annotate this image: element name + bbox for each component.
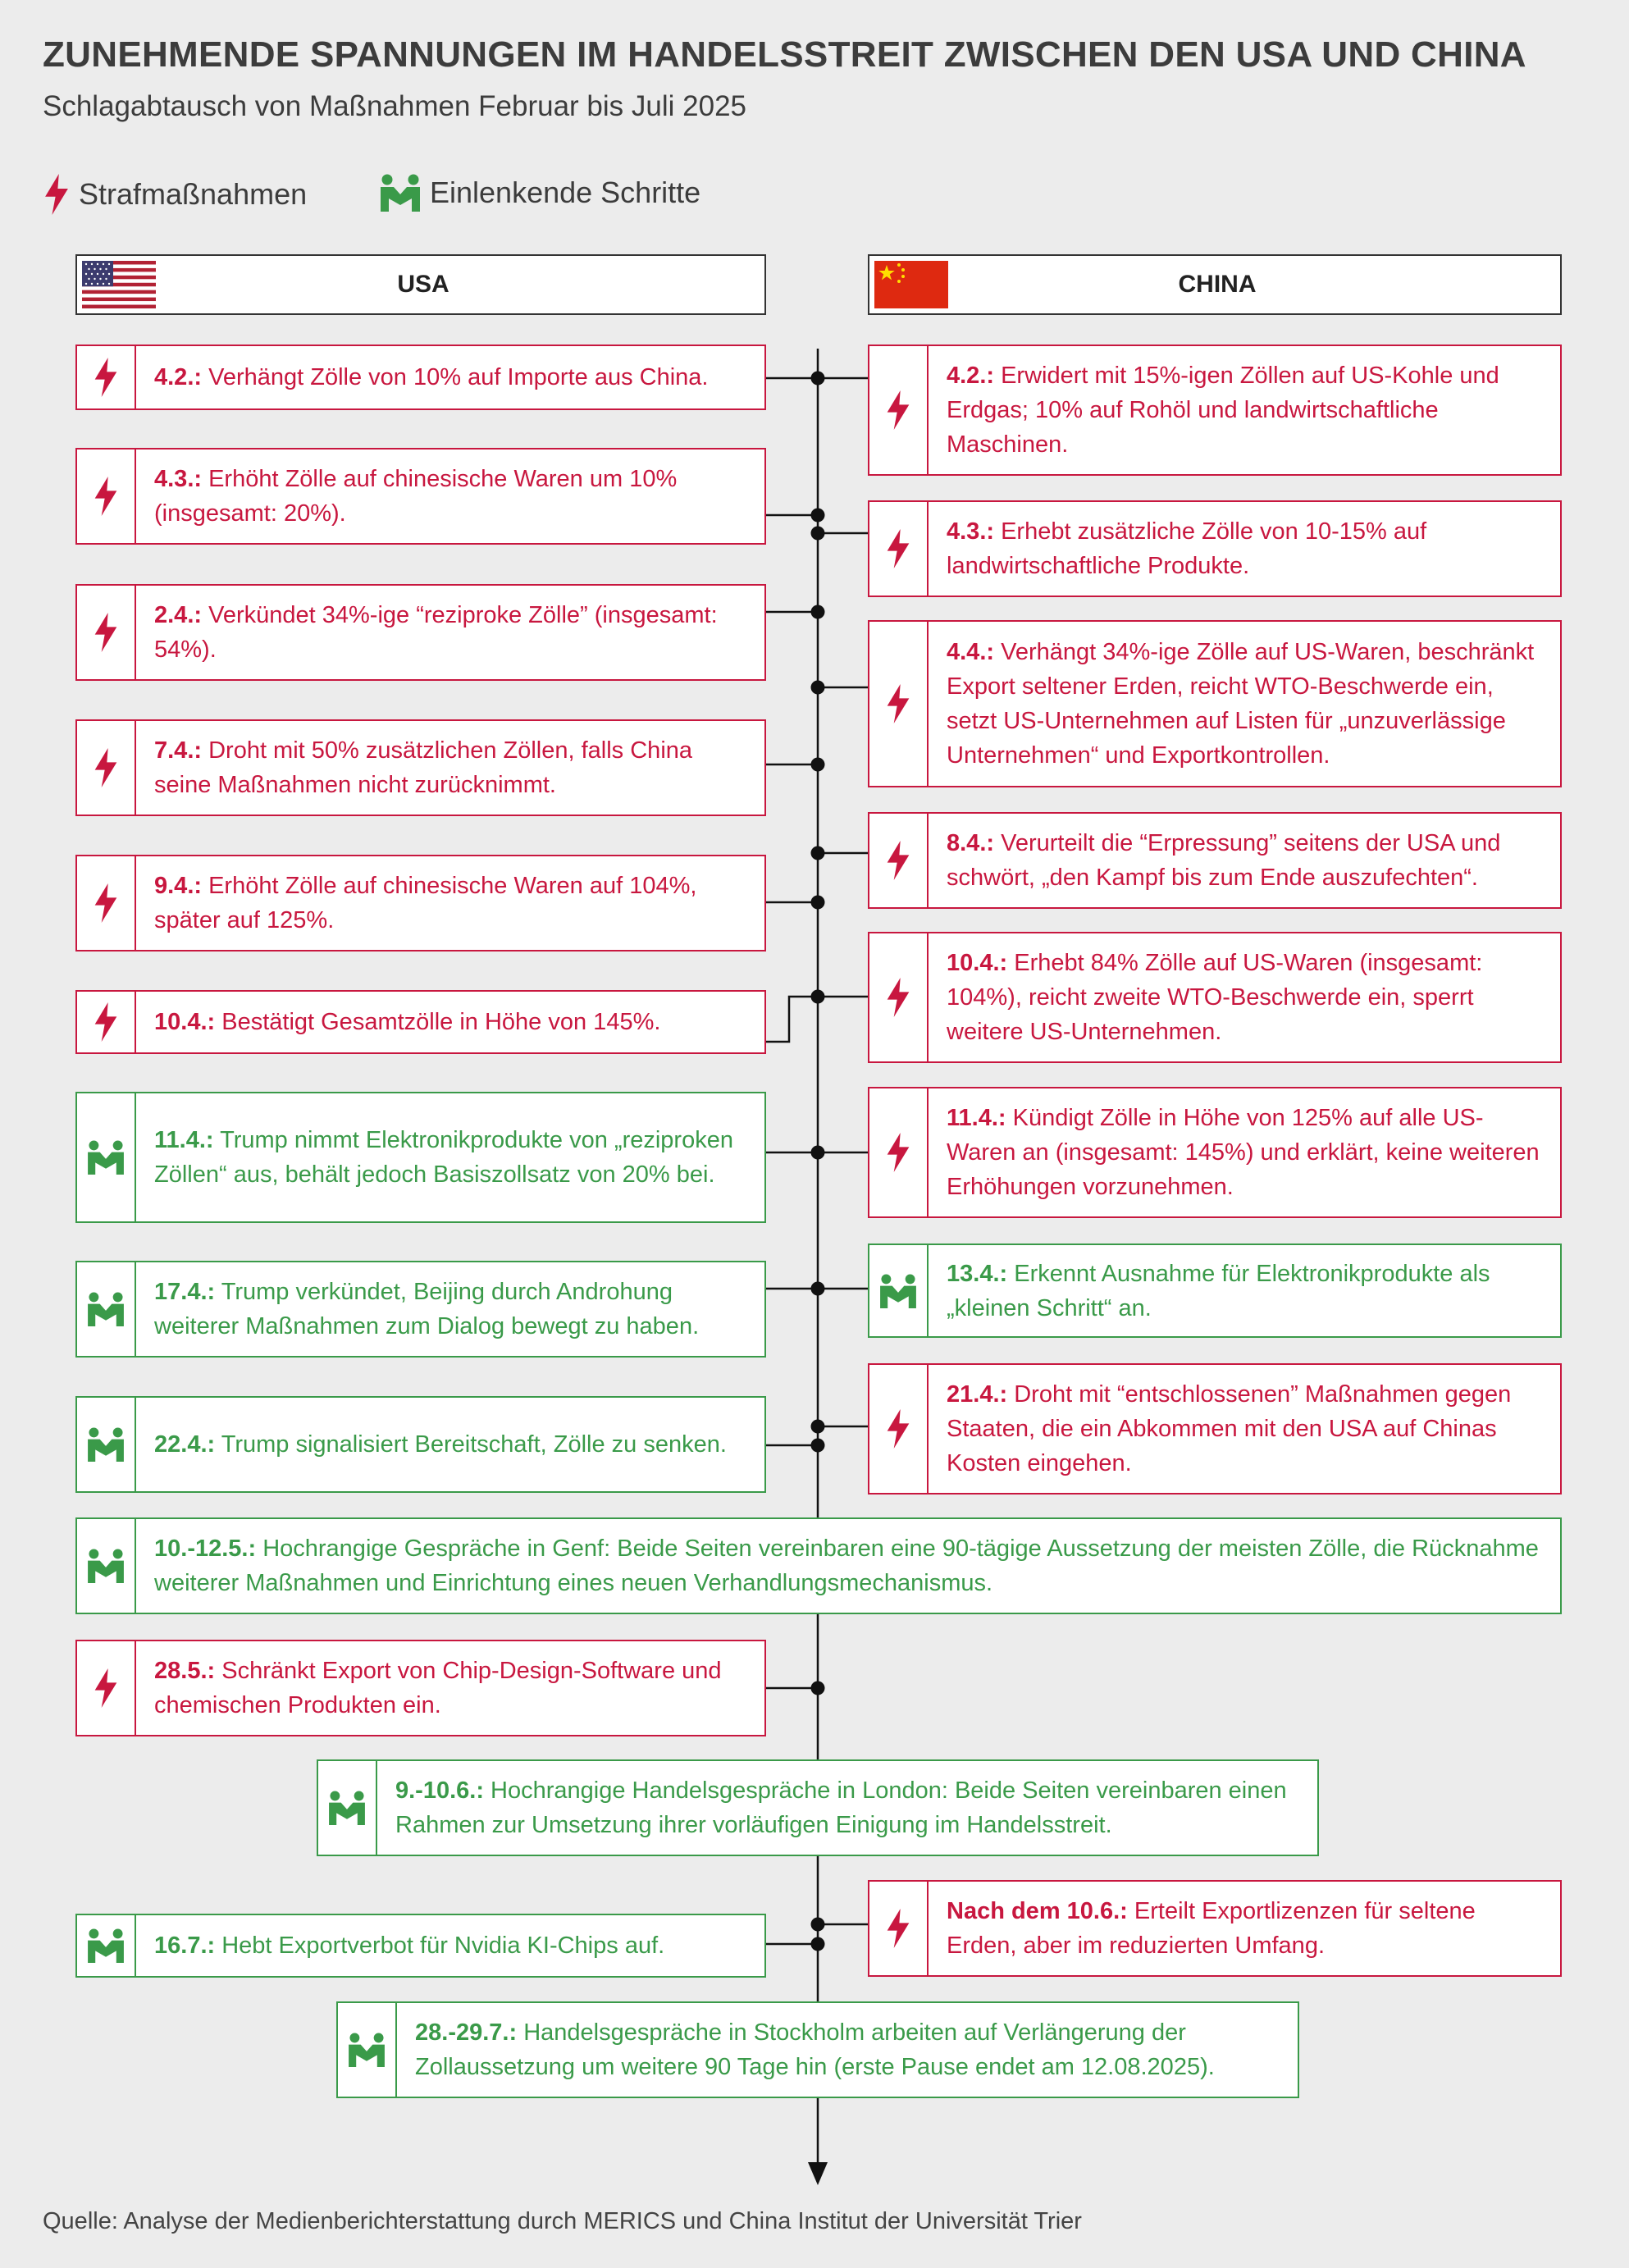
lightning-icon [869, 622, 929, 786]
event-text: Erhebt zusätzliche Zölle von 10-15% auf landwirtschaftliche Produkte. [947, 518, 1427, 579]
event-text: Erhöht Zölle auf chinesische Waren um 10% (insgesamt: 20%). [154, 466, 678, 527]
china-event-card [868, 1880, 1562, 1977]
event-date: 10.-12.5.: [154, 1536, 257, 1562]
timeline-dot [811, 847, 825, 860]
event-text: Hochrangige Gespräche in Genf: Beide Seiten vereinbaren eine 90-tägige Aussetzung der meisten Zölle, die Rücknahme weiterer Maßnahmen und Einrichtung eines neuen Verhandlungsmechanismus. [154, 1536, 1539, 1596]
lightning-icon [869, 502, 929, 596]
joint-event-card [75, 1517, 1562, 1614]
timeline-dot [811, 372, 825, 386]
event-text: Erwidert mit 15%-igen Zöllen auf US-Kohle und Erdgas; 10% auf Rohöl und landwirtschaftliche Maschinen. [947, 363, 1499, 458]
event-text: Hochrangige Handelsgespräche in London: Beide Seiten vereinbaren einen Rahmen zur Umsetzung ihrer vorläufigen Einigung im Handelsstreit. [395, 1777, 1287, 1838]
event-text: Erhöht Zölle auf chinesische Waren auf 104%, später auf 125%. [154, 873, 697, 933]
timeline-arrowhead [808, 2162, 828, 2185]
source-note: Quelle: Analyse der Medienberichterstattung durch MERICS und China Institut der Universität Trier [43, 2208, 1082, 2234]
timeline-dot [811, 681, 825, 695]
timeline-dot [811, 1439, 825, 1453]
event-date: 21.4.: [947, 1381, 1008, 1408]
event-date: 28.5.: [154, 1658, 216, 1684]
legend-conciliatory-label: Einlenkende Schritte [430, 176, 701, 209]
event-date: 4.4.: [947, 639, 995, 665]
usa-event-card [75, 1261, 766, 1358]
event-date: 9.-10.6.: [395, 1777, 484, 1804]
lightning-icon [869, 346, 929, 474]
usa-event-card [75, 990, 766, 1054]
event-text: Droht mit 50% zusätzlichen Zöllen, falls China seine Maßnahmen nicht zurücknimmt. [154, 737, 693, 798]
event-date: 10.4.: [154, 1009, 216, 1035]
usa-event-card [75, 855, 766, 951]
timeline-dot [811, 509, 825, 523]
timeline-dot [811, 990, 825, 1004]
event-text: Handelsgespräche in Stockholm arbeiten auf Verlängerung der Zollaussetzung um weitere 90 Tage hin (erste Pause endet am 12.08.2025). [415, 2019, 1215, 2080]
event-date: 9.4.: [154, 873, 203, 899]
lightning-icon [869, 814, 929, 907]
timeline-dot [811, 1937, 825, 1951]
event-date: 10.4.: [947, 950, 1008, 976]
usa-event-card [75, 1914, 766, 1978]
timeline-dot [811, 605, 825, 619]
usa-event-card [75, 719, 766, 816]
event-text: Kündigt Zölle in Höhe von 125% auf alle US-Waren an (insgesamt: 145%) und erklärt, keine weiteren Erhöhungen vorzunehmen. [947, 1105, 1540, 1200]
china-event-card [868, 932, 1562, 1063]
usa-column-label: USA [397, 271, 449, 298]
timeline-dot [811, 1282, 825, 1296]
lightning-icon [77, 586, 136, 679]
event-text: Verurteilt die “Erpressung” seitens der USA und schwört, „den Kampf bis zum Ende auszufechten“. [947, 830, 1501, 891]
event-text: Trump nimmt Elektronikprodukte von „reziproken Zöllen“ aus, behält jedoch Basiszollsatz von 20% bei. [154, 1127, 733, 1188]
event-text: Bestätigt Gesamtzölle in Höhe von 145%. [215, 1009, 661, 1035]
event-text: Erhebt 84% Zölle auf US-Waren (insgesamt: 104%), reicht zweite WTO-Beschwerde ein, sperrt weitere US-Unternehmen. [947, 950, 1483, 1045]
event-date: 2.4.: [154, 602, 203, 628]
event-date: 22.4.: [154, 1431, 216, 1458]
event-date: 4.2.: [154, 364, 203, 390]
event-text: Verhängt Zölle von 10% auf Importe aus China. [202, 364, 709, 390]
handshake-icon [318, 1761, 377, 1855]
usa-event-card [75, 1640, 766, 1736]
timeline-dot [811, 758, 825, 772]
china-event-card [868, 500, 1562, 597]
page-title: ZUNEHMENDE SPANNUNGEN IM HANDELSSTREIT ZWISCHEN DEN USA UND CHINA [43, 34, 1526, 75]
usa-event-card [75, 1092, 766, 1223]
lightning-icon [869, 1365, 929, 1493]
handshake-icon [77, 1519, 136, 1613]
china-column-label: CHINA [1178, 271, 1257, 298]
page-subtitle: Schlagabtausch von Maßnahmen Februar bis Juli 2025 [43, 90, 746, 122]
lightning-icon [77, 856, 136, 950]
handshake-icon [77, 1915, 136, 1976]
handshake-icon [338, 2003, 397, 2097]
lightning-icon [77, 1641, 136, 1735]
lightning-icon [869, 933, 929, 1061]
event-date: 28.-29.7.: [415, 2019, 518, 2046]
usa-event-card [75, 448, 766, 545]
china-event-card [868, 812, 1562, 909]
event-date: 13.4.: [947, 1260, 1008, 1287]
timeline-dot [811, 1918, 825, 1932]
china-event-card [868, 620, 1562, 787]
event-date: 7.4.: [154, 737, 203, 764]
timeline-dot [811, 1146, 825, 1160]
handshake-icon [77, 1262, 136, 1356]
china-event-card [868, 1363, 1562, 1495]
event-date: 8.4.: [947, 830, 995, 856]
event-text: Schränkt Export von Chip-Design-Software und chemischen Produkten ein. [154, 1658, 722, 1718]
connector-usa-6 [766, 997, 818, 1042]
event-text: Hebt Exportverbot für Nvidia KI-Chips auf. [215, 1933, 665, 1959]
event-text: Erkennt Ausnahme für Elektronikprodukte als „kleinen Schritt“ an. [947, 1260, 1490, 1321]
usa-event-card [75, 584, 766, 681]
timeline-dot [811, 1682, 825, 1695]
lightning-icon [77, 346, 136, 408]
legend-punitive-label: Strafmaßnahmen [79, 177, 308, 211]
lightning-icon [77, 721, 136, 815]
event-date: 4.3.: [947, 518, 995, 545]
event-text: Trump signalisiert Bereitschaft, Zölle zu senken. [215, 1431, 727, 1458]
event-text: Verhängt 34%-ige Zölle auf US-Waren, beschränkt Export seltener Erden, reicht WTO-Beschwerde ein, setzt US-Unternehmen auf Listen für „unzuverlässige Unternehmen“ und Exportkontrollen. [947, 639, 1535, 769]
lightning-icon [869, 1882, 929, 1975]
event-date: 16.7.: [154, 1933, 216, 1959]
event-date: 11.4.: [154, 1127, 214, 1153]
event-date: 4.3.: [154, 466, 203, 492]
handshake-icon [77, 1093, 136, 1221]
event-date: 4.2.: [947, 363, 995, 389]
event-date: 11.4.: [947, 1105, 1006, 1131]
timeline-dot [811, 1420, 825, 1434]
handshake-icon [77, 1398, 136, 1491]
joint-event-card [317, 1759, 1319, 1856]
usa-event-card [75, 345, 766, 410]
china-event-card [868, 345, 1562, 476]
lightning-icon [77, 992, 136, 1052]
event-date: Nach dem 10.6.: [947, 1898, 1128, 1924]
timeline-dot [811, 527, 825, 541]
event-text: Verkündet 34%-ige “reziproke Zölle” (insgesamt: 54%). [154, 602, 718, 663]
china-event-card [868, 1087, 1562, 1218]
lightning-icon [77, 449, 136, 543]
lightning-icon [869, 1088, 929, 1216]
china-event-card [868, 1244, 1562, 1338]
event-text: Trump verkündet, Beijing durch Androhung weiterer Maßnahmen zum Dialog bewegt zu haben. [154, 1279, 700, 1339]
joint-event-card [336, 2001, 1299, 2098]
event-text: Erteilt Exportlizenzen für seltene Erden, aber im reduzierten Umfang. [947, 1898, 1476, 1959]
event-date: 17.4.: [154, 1279, 216, 1305]
event-text: Droht mit “entschlossenen” Maßnahmen gegen Staaten, die ein Abkommen mit den USA auf Chinas Kosten eingehen. [947, 1381, 1512, 1476]
usa-event-card [75, 1396, 766, 1493]
timeline-dot [811, 896, 825, 910]
handshake-icon [869, 1245, 929, 1336]
